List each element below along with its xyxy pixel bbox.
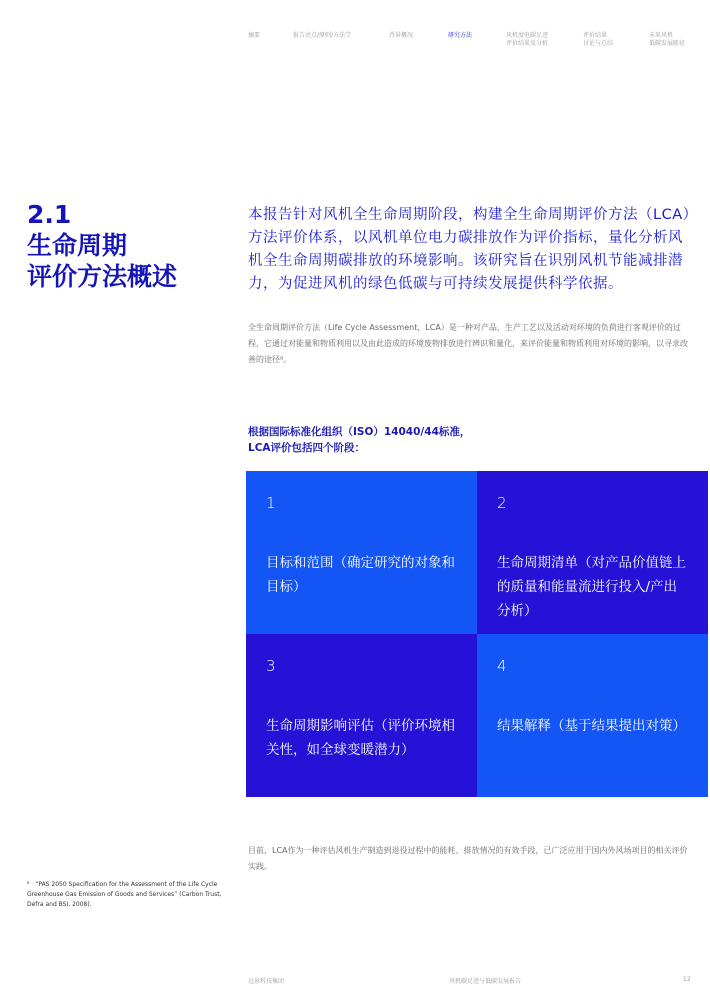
lead-paragraph: 本报告针对风机全生命周期阶段，构建全生命周期评价方法（LCA）方法评价体系，以风机单位电力碳排放作为评价指标，量化分析风机全生命周期碳排放的环境影响。该研究旨在识别风机节能减排潜力，为促进风机的绿色低碳与可持续发展提供科学依据。 [248, 207, 691, 292]
stage-number: 4 [497, 657, 507, 675]
nav-item-background[interactable]: 背景概况 [389, 32, 414, 39]
nav-item-summary[interactable]: 摘要 [248, 32, 261, 39]
footer-publisher: 远景科技集团 [248, 978, 285, 985]
nav-item-discussion[interactable]: 评价结果 讨论与总结 [583, 32, 614, 47]
nav-item-future[interactable]: 未来风机 低碳发展路径 [649, 32, 686, 47]
stage-text: 生命周期清单（对产品价值链上的质量和能量流进行投入/产出分析） [497, 555, 686, 619]
stage-card-4 [477, 634, 708, 797]
section-title: 生命周期 评价方法概述 [27, 231, 178, 291]
application-paragraph: 目前，LCA作为一种评估风机生产制造到退役过程中的能耗、排放情况的有效手段，已广泛应用于国内外风场项目的相关评价实践。 [248, 846, 688, 871]
footer-report-title: 风机碳足迹与低碳发展报告 [449, 978, 522, 985]
section-number: 2.1 [27, 200, 72, 229]
stage-text: 结果解释（基于结果提出对策） [497, 718, 686, 734]
lca-definition-paragraph: 全生命周期评价方法（Life Cycle Assessment，LCA）是一种对产品、生产工艺以及活动对环境的负荷进行客观评价的过程，它通过对能量和物质利用以及由此造成的环境废物排放进行辨识和量化，来评价能量和物质利用对环境的影响，以寻求改善的途径⁸。 [248, 323, 688, 364]
stage-card-2 [477, 471, 708, 634]
stage-card-3 [246, 634, 477, 797]
page-number: 12 [683, 976, 691, 983]
stage-card-1 [246, 471, 477, 634]
top-navigation [0, 32, 710, 62]
stage-number: 1 [266, 494, 276, 512]
stage-text: 目标和范围（确定研究的对象和目标） [266, 555, 455, 595]
nav-item-highlights[interactable]: 报告亮点/原则/方法学 [293, 32, 352, 39]
footnote: ⁸ “PAS 2050 Specification for the Assessment of the Life Cycle Greenhouse Gas Emission of Goods and Services” (Carbon Trust, Defra and BSI, 2008). [27, 881, 222, 908]
stage-number: 2 [497, 494, 507, 512]
stage-text: 生命周期影响评估（评价环境相关性，如全球变暖潜力） [266, 718, 455, 758]
stages-subheading: 根据国际标准化组织（ISO）14040/44标准， LCA评价包括四个阶段： [248, 426, 471, 454]
lca-stages-grid [246, 471, 708, 797]
nav-item-methods[interactable]: 研究方法 [448, 32, 473, 39]
stage-number: 3 [266, 657, 276, 675]
nav-item-results[interactable]: 风机度电碳足迹 评价结果及分析 [506, 32, 549, 47]
